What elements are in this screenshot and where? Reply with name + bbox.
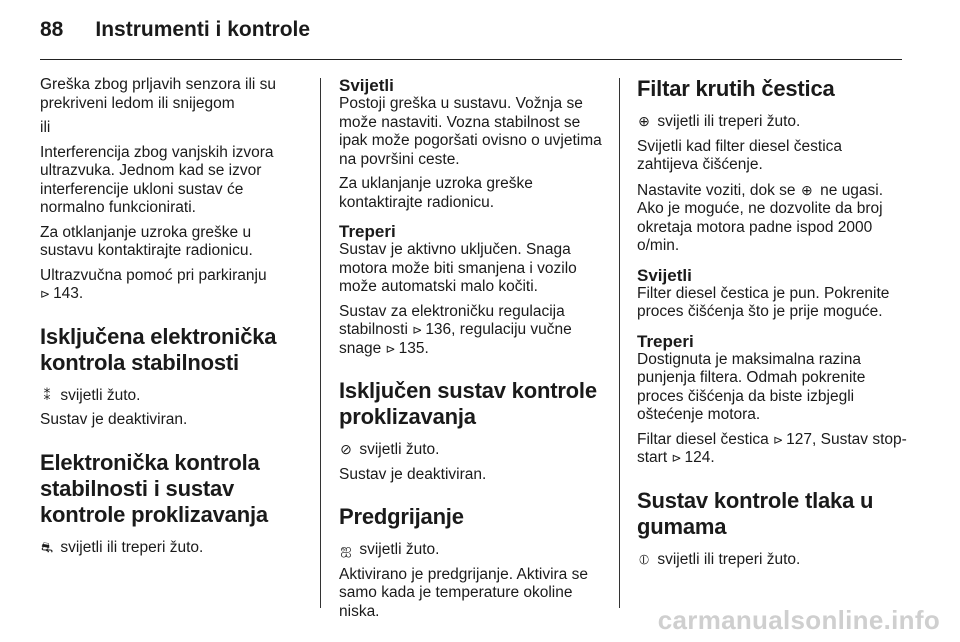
paragraph-text: Ultrazvučna pomoć pri parkiranju (40, 266, 267, 284)
indicator-text: svijetli ili treperi žuto. (60, 538, 204, 556)
glow-plug-icon: ஐ (340, 541, 352, 557)
tire-pressure-icon: ⦶ (638, 550, 650, 567)
paragraph: Svijetli kad filter diesel čestica zahtijeva čišćenje. (637, 137, 843, 173)
indicator-text: svijetli žuto. (359, 541, 440, 558)
paragraph (339, 303, 605, 359)
particulate-filter-icon: ⊕ (800, 181, 813, 198)
section-heading: Predgrijanje (339, 504, 464, 529)
indicator-line (40, 386, 304, 406)
section-heading: Isključen sustav kontrole proklizavanja (339, 378, 597, 429)
indicator-text: svijetli ili treperi žuto. (657, 113, 801, 130)
esc-off-icon: ⁑ (43, 386, 51, 403)
cross-reference-icon: ⊳ (385, 341, 396, 356)
paragraph: ili (40, 119, 51, 136)
indicator-line (637, 112, 907, 132)
paragraph (40, 267, 304, 304)
chapter-title: Instrumenti i kontrole (95, 18, 311, 41)
watermark: carmanualsonline.info (657, 605, 940, 635)
paragraph: Aktivirano je predgrijanje. Aktivira se samo kada je temperature okoline niska. (339, 565, 588, 620)
paragraph-text: Nastavite voziti, dok se (637, 181, 796, 199)
paragraph: Za uklanjanje uzroka greške kontaktirajte radionicu. (339, 175, 533, 211)
header-rule (40, 59, 902, 60)
section-heading: Elektronička kontrola stabilnosti i sustav kontrole proklizavanja (40, 449, 268, 527)
subsection-heading: Treperi (339, 222, 396, 241)
column-divider-2 (619, 78, 620, 608)
cross-reference-icon: ⊳ (773, 432, 784, 447)
paragraph: Interferencija zbog vanjskih izvora ultrazvuka. Jednom kad se izvor interferencije ukloni sustav će normalno funkcionirati. (40, 143, 274, 216)
section-heading: Sustav kontrole tlaka u gumama (637, 487, 874, 539)
subsection-heading: Treperi (637, 331, 694, 351)
paragraph: Sustav je aktivno uključen. Snaga motora može biti smanjena i vozilo može automatski malo kočiti. (339, 241, 577, 295)
indicator-text: svijetli ili treperi žuto. (657, 550, 801, 568)
section-heading: Filtar krutih čestica (637, 76, 835, 101)
column-1 (40, 76, 304, 563)
paragraph: Filter diesel čestica je pun. Pokrenite proces čišćenja što je prije moguće. (637, 284, 890, 320)
page-reference[interactable]: 135. (398, 339, 429, 357)
page-reference[interactable]: 136, regulaciju vučne snage (339, 321, 572, 357)
paragraph (637, 181, 907, 256)
indicator-text: svijetli žuto. (60, 386, 141, 404)
indicator-line (637, 550, 907, 570)
subsection-heading: Svijetli (637, 265, 692, 285)
section-heading: Isključena elektronička kontrola stabilnosti (40, 323, 277, 375)
paragraph: Sustav je deaktiviran. (40, 411, 188, 428)
paragraph: Postoji greška u sustavu. Vožnja se može nastaviti. Vozna stabilnost se ipak može pogoršati ovisno o uvjetima na površini ceste. (339, 95, 602, 168)
paragraph-text: ne ugasi. Ako je moguće, ne dozvolite da broj okretaja motora padne ispod 2000 o/min. (637, 181, 884, 254)
cross-reference-icon: ⊳ (40, 287, 51, 301)
indicator-line (339, 440, 605, 460)
page-number: 88 (40, 18, 64, 41)
column-divider-1 (320, 78, 321, 608)
cross-reference-icon: ⊳ (671, 451, 682, 465)
indicator-line (339, 540, 605, 560)
page-reference[interactable]: 143. (53, 285, 84, 302)
cross-reference-icon: ⊳ (412, 323, 423, 337)
paragraph: Za otklanjanje uzroka greške u sustavu kontaktirajte radionicu. (40, 223, 253, 259)
traction-control-off-icon: ⊘ (340, 441, 352, 457)
paragraph: Greška zbog prljavih senzora ili su prekriveni ledom ili snijegom (40, 76, 277, 112)
particulate-filter-icon: ⊕ (638, 113, 650, 129)
page-reference[interactable]: 127, Sustav stop-start (637, 430, 907, 466)
paragraph-text: Filtar diesel čestica (637, 430, 769, 448)
paragraph: Dostignuta je maksimalna razina punjenja filtera. Odmah pokrenite proces čišćenja da biste izbjegli oštećenje motora. (637, 350, 866, 423)
page-reference[interactable]: 124. (684, 449, 715, 466)
column-3 (637, 76, 907, 575)
subsection-heading: Svijetli (339, 76, 394, 95)
indicator-text: svijetli žuto. (359, 441, 440, 458)
page-header (40, 18, 310, 48)
indicator-line (40, 538, 304, 558)
paragraph (637, 431, 907, 468)
column-2 (339, 76, 605, 627)
esc-skid-icon: ⛐ (40, 538, 54, 555)
paragraph-text: Sustav za elektroničku regulacija stabilnosti (339, 302, 565, 338)
paragraph: Sustav je deaktiviran. (339, 465, 487, 483)
